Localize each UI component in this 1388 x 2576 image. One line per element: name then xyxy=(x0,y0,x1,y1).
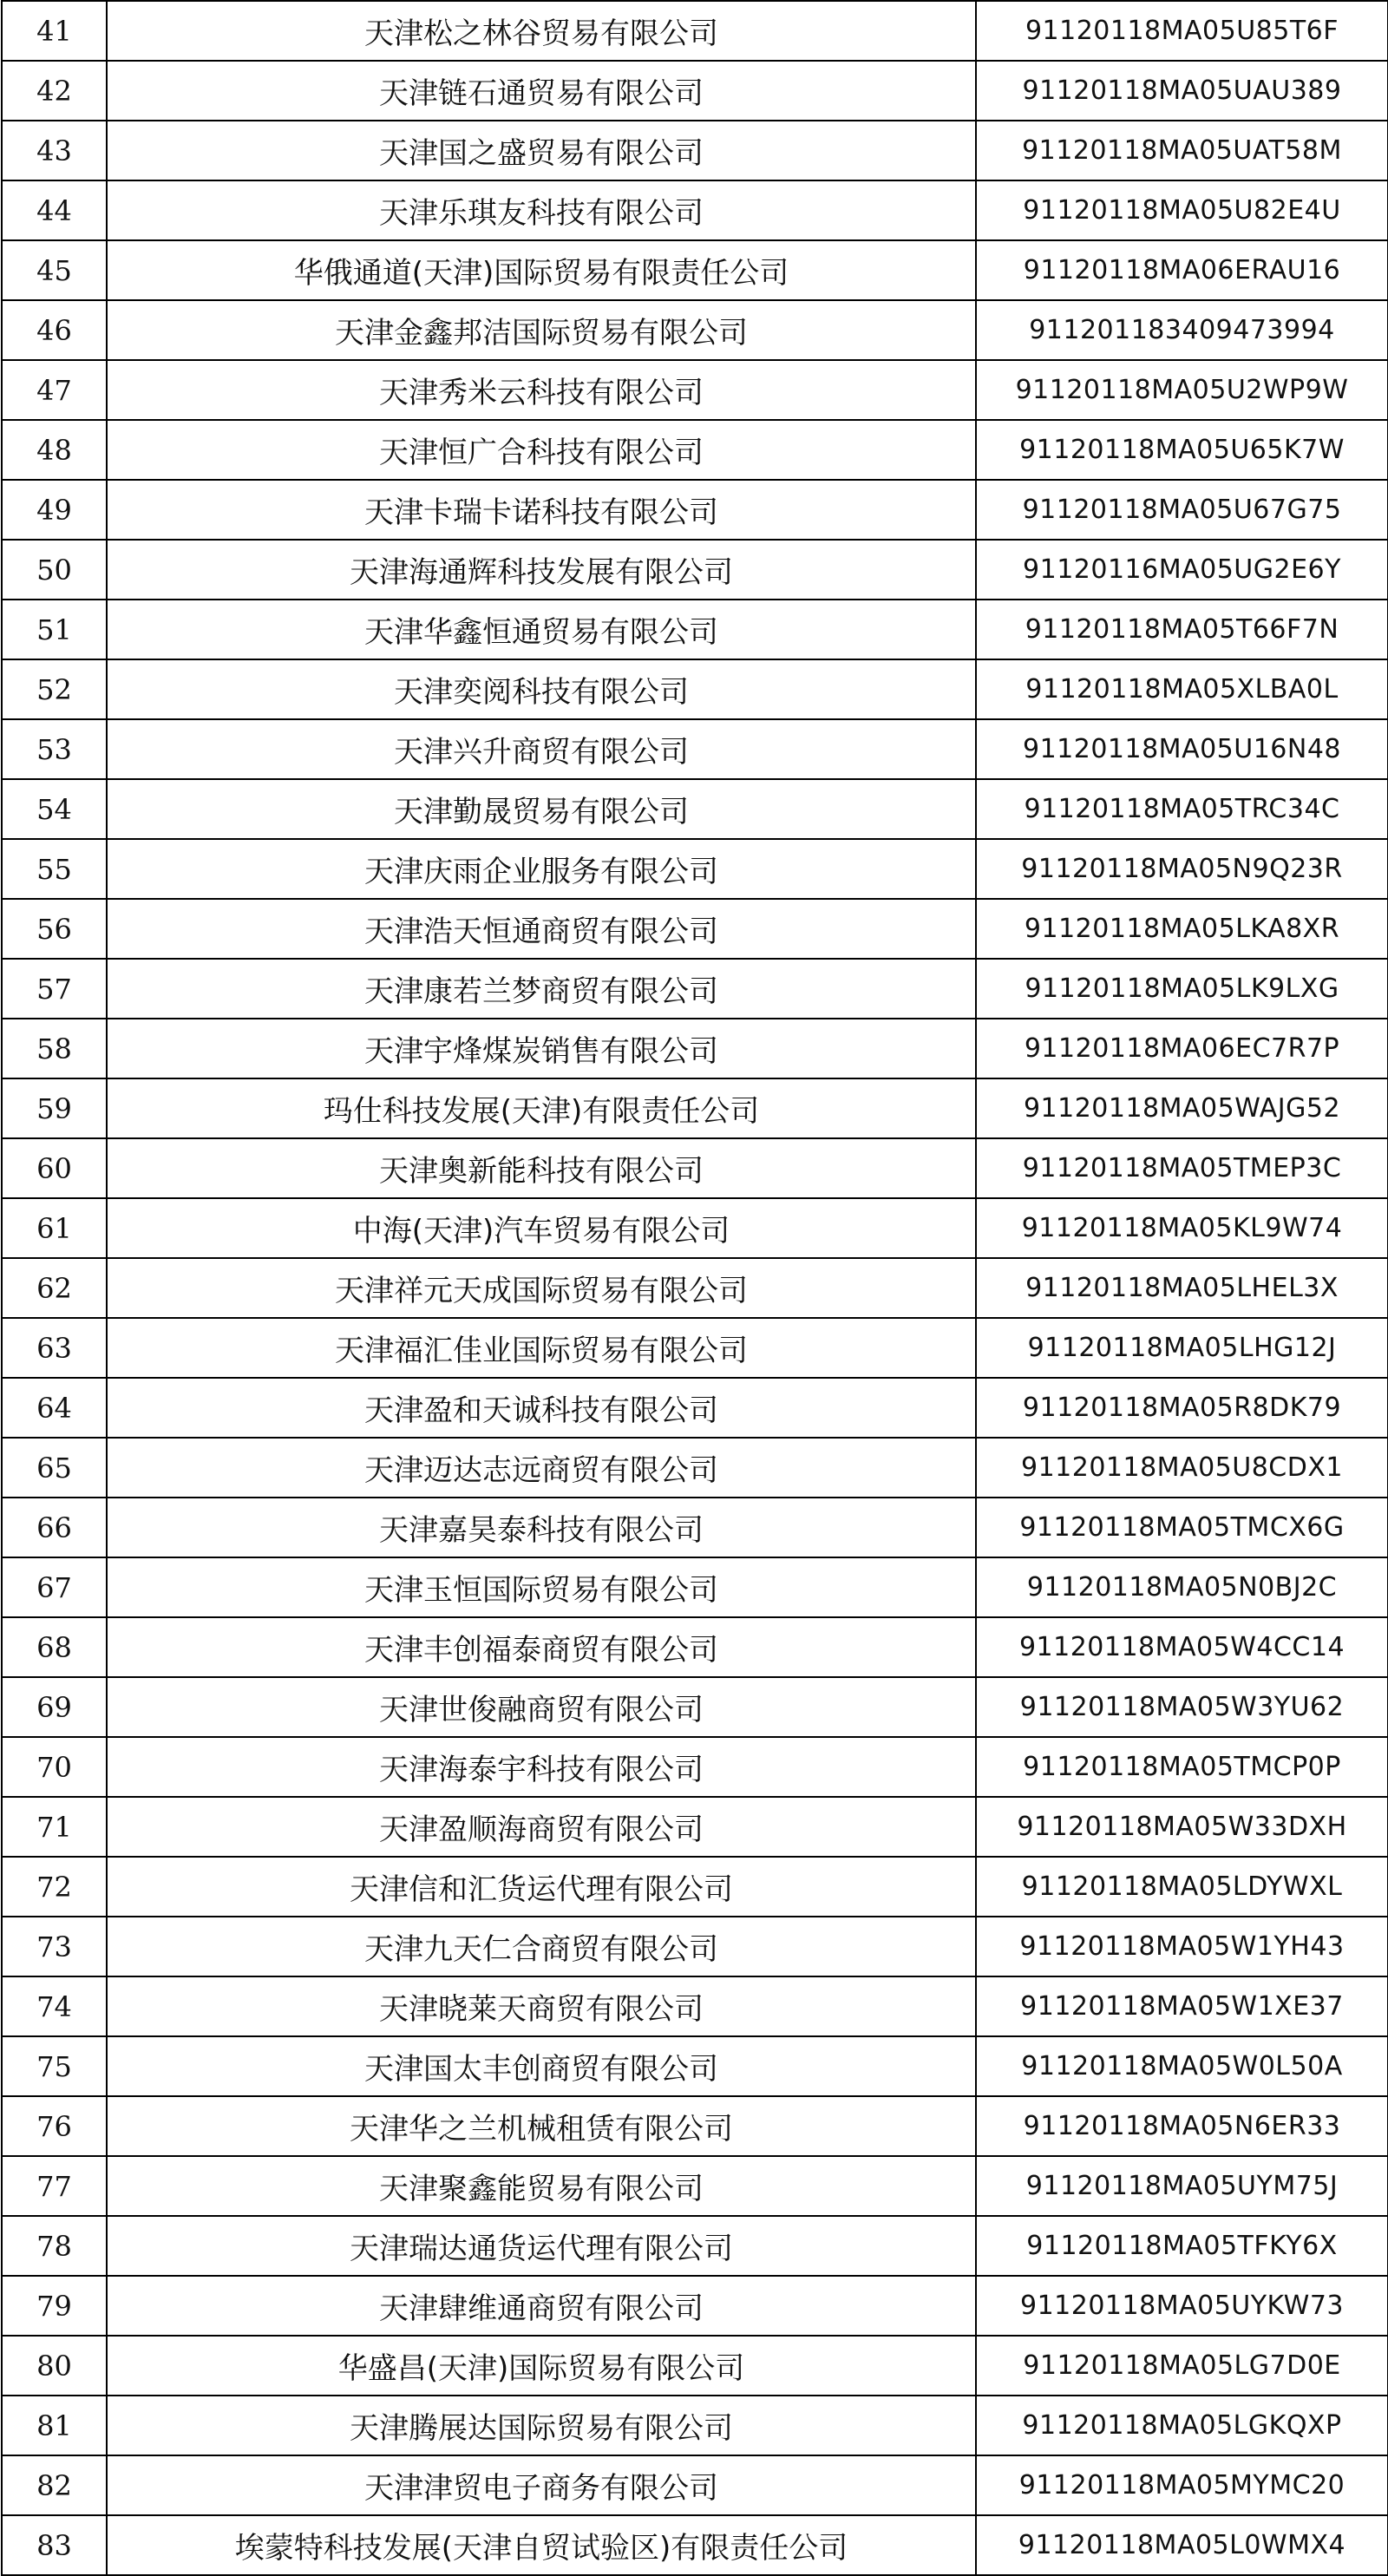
credit-code: 91120118MA05R8DK79 xyxy=(976,1378,1388,1438)
row-number: 62 xyxy=(2,1258,107,1318)
company-name: 天津世俊融商贸有限公司 xyxy=(107,1677,976,1737)
row-number: 68 xyxy=(2,1617,107,1677)
company-name: 天津秀米云科技有限公司 xyxy=(107,360,976,420)
company-name: 天津金鑫邦洁国际贸易有限公司 xyxy=(107,300,976,360)
table-row xyxy=(2,540,1388,600)
table-row xyxy=(2,2216,1388,2276)
table-body xyxy=(2,1,1388,2575)
table-row xyxy=(2,1917,1388,1976)
row-number: 81 xyxy=(2,2396,107,2455)
table-row xyxy=(2,180,1388,240)
credit-code: 911201183409473994 xyxy=(976,300,1388,360)
table-row xyxy=(2,1557,1388,1617)
company-name: 天津福汇佳业国际贸易有限公司 xyxy=(107,1318,976,1378)
table-row xyxy=(2,1019,1388,1078)
credit-code: 91120118MA05TFKY6X xyxy=(976,2216,1388,2276)
credit-code: 91120118MA05T66F7N xyxy=(976,600,1388,659)
row-number: 45 xyxy=(2,240,107,300)
company-name: 天津祥元天成国际贸易有限公司 xyxy=(107,1258,976,1318)
row-number: 57 xyxy=(2,959,107,1019)
credit-code: 91120118MA06EC7R7P xyxy=(976,1019,1388,1078)
row-number: 61 xyxy=(2,1198,107,1258)
company-name: 天津盈和天诚科技有限公司 xyxy=(107,1378,976,1438)
company-name: 天津华之兰机械租赁有限公司 xyxy=(107,2096,976,2156)
credit-code: 91120118MA05TMEP3C xyxy=(976,1138,1388,1198)
row-number: 78 xyxy=(2,2216,107,2276)
table-row xyxy=(2,2156,1388,2216)
row-number: 64 xyxy=(2,1378,107,1438)
credit-code: 91120118MA05U85T6F xyxy=(976,1,1388,61)
table-row xyxy=(2,959,1388,1019)
credit-code: 91120118MA05LK9LXG xyxy=(976,959,1388,1019)
table-row xyxy=(2,1498,1388,1557)
row-number: 53 xyxy=(2,719,107,779)
table-row xyxy=(2,1198,1388,1258)
company-name: 天津松之林谷贸易有限公司 xyxy=(107,1,976,61)
row-number: 51 xyxy=(2,600,107,659)
row-number: 80 xyxy=(2,2336,107,2396)
table-row xyxy=(2,2036,1388,2096)
company-name: 天津津贸电子商务有限公司 xyxy=(107,2455,976,2515)
row-number: 63 xyxy=(2,1318,107,1378)
table-row xyxy=(2,2336,1388,2396)
row-number: 65 xyxy=(2,1438,107,1498)
row-number: 47 xyxy=(2,360,107,420)
company-name: 天津晓莱天商贸有限公司 xyxy=(107,1976,976,2036)
table-row xyxy=(2,1976,1388,2036)
row-number: 82 xyxy=(2,2455,107,2515)
company-name: 天津国太丰创商贸有限公司 xyxy=(107,2036,976,2096)
credit-code: 91120118MA05N9Q23R xyxy=(976,839,1388,899)
credit-code: 91120118MA05W1YH43 xyxy=(976,1917,1388,1976)
company-name: 天津华鑫恒通贸易有限公司 xyxy=(107,600,976,659)
row-number: 41 xyxy=(2,1,107,61)
company-name: 华盛昌(天津)国际贸易有限公司 xyxy=(107,2336,976,2396)
row-number: 77 xyxy=(2,2156,107,2216)
credit-code: 91120118MA06ERAU16 xyxy=(976,240,1388,300)
company-name: 华俄通道(天津)国际贸易有限责任公司 xyxy=(107,240,976,300)
table-row xyxy=(2,121,1388,180)
table-row xyxy=(2,240,1388,300)
table-row xyxy=(2,1797,1388,1857)
credit-code: 91120118MA05U16N48 xyxy=(976,719,1388,779)
table-row xyxy=(2,300,1388,360)
table-row xyxy=(2,420,1388,480)
credit-code: 91120118MA05KL9W74 xyxy=(976,1198,1388,1258)
row-number: 48 xyxy=(2,420,107,480)
company-name: 天津浩天恒通商贸有限公司 xyxy=(107,899,976,959)
company-name: 天津康若兰梦商贸有限公司 xyxy=(107,959,976,1019)
credit-code: 91120118MA05N0BJ2C xyxy=(976,1557,1388,1617)
company-name: 天津恒广合科技有限公司 xyxy=(107,420,976,480)
credit-code: 91120118MA05UYKW73 xyxy=(976,2276,1388,2336)
credit-code: 91120118MA05W1XE37 xyxy=(976,1976,1388,2036)
company-name: 天津信和汇货运代理有限公司 xyxy=(107,1857,976,1917)
company-name: 天津聚鑫能贸易有限公司 xyxy=(107,2156,976,2216)
table-row xyxy=(2,1258,1388,1318)
table-row xyxy=(2,659,1388,719)
row-number: 73 xyxy=(2,1917,107,1976)
row-number: 74 xyxy=(2,1976,107,2036)
company-name: 玛仕科技发展(天津)有限责任公司 xyxy=(107,1078,976,1138)
table-row xyxy=(2,839,1388,899)
company-name: 天津海通辉科技发展有限公司 xyxy=(107,540,976,600)
row-number: 52 xyxy=(2,659,107,719)
credit-code: 91120118MA05TMCP0P xyxy=(976,1737,1388,1797)
row-number: 69 xyxy=(2,1677,107,1737)
row-number: 44 xyxy=(2,180,107,240)
row-number: 60 xyxy=(2,1138,107,1198)
company-name: 天津嘉昊泰科技有限公司 xyxy=(107,1498,976,1557)
row-number: 75 xyxy=(2,2036,107,2096)
credit-code: 91120118MA05U67G75 xyxy=(976,480,1388,540)
credit-code: 91120118MA05N6ER33 xyxy=(976,2096,1388,2156)
credit-code: 91120118MA05UYM75J xyxy=(976,2156,1388,2216)
row-number: 83 xyxy=(2,2515,107,2575)
credit-code: 91120118MA05LKA8XR xyxy=(976,899,1388,959)
table-row xyxy=(2,899,1388,959)
credit-code: 91120118MA05MYMC20 xyxy=(976,2455,1388,2515)
row-number: 71 xyxy=(2,1797,107,1857)
company-name: 天津宇烽煤炭销售有限公司 xyxy=(107,1019,976,1078)
credit-code: 91120118MA05L0WMX4 xyxy=(976,2515,1388,2575)
company-name: 天津乐琪友科技有限公司 xyxy=(107,180,976,240)
credit-code: 91120116MA05UG2E6Y xyxy=(976,540,1388,600)
table-row xyxy=(2,1677,1388,1737)
credit-code: 91120118MA05U2WP9W xyxy=(976,360,1388,420)
company-name: 天津链石通贸易有限公司 xyxy=(107,61,976,121)
company-name: 天津腾展达国际贸易有限公司 xyxy=(107,2396,976,2455)
credit-code: 91120118MA05LHEL3X xyxy=(976,1258,1388,1318)
credit-code: 91120118MA05UAT58M xyxy=(976,121,1388,180)
table-row xyxy=(2,1438,1388,1498)
company-name: 天津瑞达通货运代理有限公司 xyxy=(107,2216,976,2276)
company-name: 埃蒙特科技发展(天津自贸试验区)有限责任公司 xyxy=(107,2515,976,2575)
company-name: 天津勤晟贸易有限公司 xyxy=(107,779,976,839)
row-number: 67 xyxy=(2,1557,107,1617)
credit-code: 91120118MA05W4CC14 xyxy=(976,1617,1388,1677)
row-number: 46 xyxy=(2,300,107,360)
row-number: 42 xyxy=(2,61,107,121)
company-name: 天津九天仁合商贸有限公司 xyxy=(107,1917,976,1976)
row-number: 49 xyxy=(2,480,107,540)
company-name: 天津迈达志远商贸有限公司 xyxy=(107,1438,976,1498)
company-registry-table xyxy=(1,0,1388,2576)
company-name: 天津卡瑞卡诺科技有限公司 xyxy=(107,480,976,540)
table-row xyxy=(2,1378,1388,1438)
row-number: 76 xyxy=(2,2096,107,2156)
company-name: 天津庆雨企业服务有限公司 xyxy=(107,839,976,899)
credit-code: 91120118MA05LHG12J xyxy=(976,1318,1388,1378)
row-number: 72 xyxy=(2,1857,107,1917)
table-row xyxy=(2,1,1388,61)
table-row xyxy=(2,2455,1388,2515)
credit-code: 91120118MA05LG7D0E xyxy=(976,2336,1388,2396)
company-name: 天津奕阅科技有限公司 xyxy=(107,659,976,719)
credit-code: 91120118MA05U8CDX1 xyxy=(976,1438,1388,1498)
company-name: 中海(天津)汽车贸易有限公司 xyxy=(107,1198,976,1258)
company-name: 天津兴升商贸有限公司 xyxy=(107,719,976,779)
table-row xyxy=(2,600,1388,659)
row-number: 66 xyxy=(2,1498,107,1557)
table-row xyxy=(2,1857,1388,1917)
company-name: 天津国之盛贸易有限公司 xyxy=(107,121,976,180)
credit-code: 91120118MA05TRC34C xyxy=(976,779,1388,839)
row-number: 56 xyxy=(2,899,107,959)
table-row xyxy=(2,1138,1388,1198)
company-name: 天津奥新能科技有限公司 xyxy=(107,1138,976,1198)
row-number: 59 xyxy=(2,1078,107,1138)
credit-code: 91120118MA05XLBA0L xyxy=(976,659,1388,719)
table-row xyxy=(2,1737,1388,1797)
table-row xyxy=(2,2515,1388,2575)
table-row xyxy=(2,2396,1388,2455)
table-row xyxy=(2,1617,1388,1677)
company-name: 天津玉恒国际贸易有限公司 xyxy=(107,1557,976,1617)
table-row xyxy=(2,1318,1388,1378)
row-number: 70 xyxy=(2,1737,107,1797)
table-row xyxy=(2,2096,1388,2156)
table-row xyxy=(2,2276,1388,2336)
row-number: 55 xyxy=(2,839,107,899)
row-number: 43 xyxy=(2,121,107,180)
credit-code: 91120118MA05U65K7W xyxy=(976,420,1388,480)
credit-code: 91120118MA05W0L50A xyxy=(976,2036,1388,2096)
credit-code: 91120118MA05LGKQXP xyxy=(976,2396,1388,2455)
credit-code: 91120118MA05U82E4U xyxy=(976,180,1388,240)
company-name: 天津丰创福泰商贸有限公司 xyxy=(107,1617,976,1677)
table-row xyxy=(2,1078,1388,1138)
row-number: 79 xyxy=(2,2276,107,2336)
table-row xyxy=(2,779,1388,839)
table-row xyxy=(2,360,1388,420)
credit-code: 91120118MA05UAU389 xyxy=(976,61,1388,121)
table-row xyxy=(2,61,1388,121)
row-number: 50 xyxy=(2,540,107,600)
company-name: 天津盈顺海商贸有限公司 xyxy=(107,1797,976,1857)
row-number: 54 xyxy=(2,779,107,839)
table-row xyxy=(2,719,1388,779)
credit-code: 91120118MA05TMCX6G xyxy=(976,1498,1388,1557)
credit-code: 91120118MA05W3YU62 xyxy=(976,1677,1388,1737)
company-name: 天津海泰宇科技有限公司 xyxy=(107,1737,976,1797)
company-name: 天津肆维通商贸有限公司 xyxy=(107,2276,976,2336)
credit-code: 91120118MA05LDYWXL xyxy=(976,1857,1388,1917)
credit-code: 91120118MA05W33DXH xyxy=(976,1797,1388,1857)
table-row xyxy=(2,480,1388,540)
credit-code: 91120118MA05WAJG52 xyxy=(976,1078,1388,1138)
row-number: 58 xyxy=(2,1019,107,1078)
